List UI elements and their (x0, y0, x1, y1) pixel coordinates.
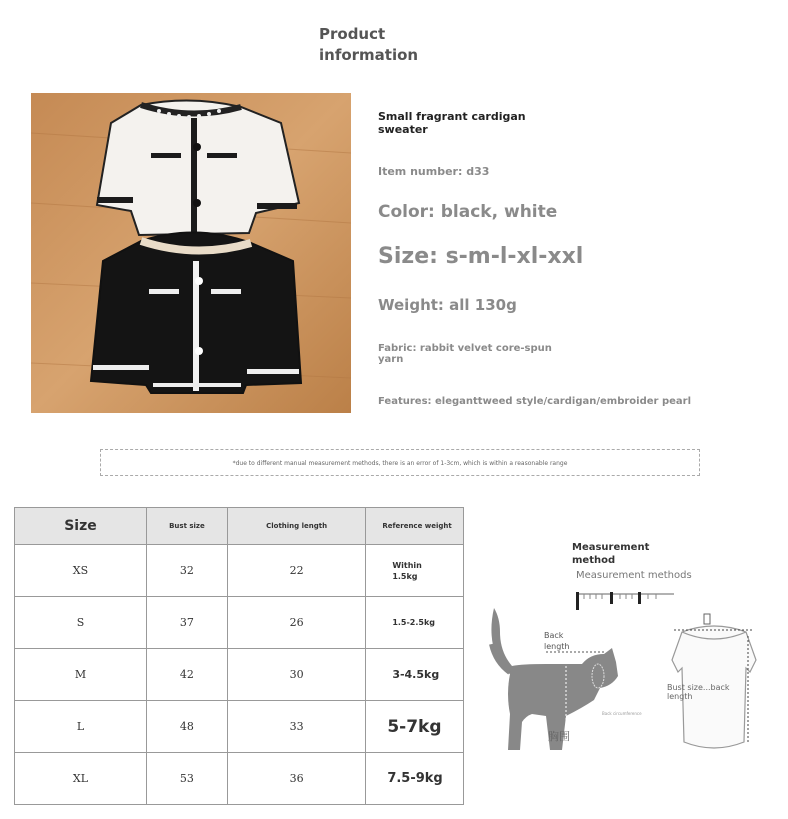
table-row (15, 753, 464, 805)
product-name: Small fragrant cardigan sweater (378, 110, 526, 136)
cell-length: 33 (227, 701, 365, 753)
features-info: Features: eleganttweed style/cardigan/embroider pearl (378, 396, 691, 407)
size-table (14, 507, 464, 805)
back-length-label: Back length (544, 631, 570, 651)
cell-size: S (15, 597, 147, 649)
back-circumference-note: Back circumference (602, 711, 642, 716)
page-title: Product information (319, 25, 419, 64)
cell-bust: 37 (146, 597, 227, 649)
weight-info: Weight: all 130g (378, 296, 517, 314)
measurement-method-label: Measurement method (572, 542, 650, 566)
cell-bust: 42 (146, 649, 227, 701)
fabric-info: Fabric: rabbit velvet core-spun yarn (378, 343, 552, 365)
cell-weight: 1.5-2.5kg (366, 597, 464, 649)
cell-length: 22 (227, 545, 365, 597)
header-weight: Reference weight (366, 508, 464, 545)
cell-length: 26 (227, 597, 365, 649)
measurement-methods-sublabel: Measurement methods (576, 570, 692, 581)
cell-bust: 53 (146, 753, 227, 805)
cell-weight: 3-4.5kg (366, 649, 464, 701)
cell-length: 36 (227, 753, 365, 805)
table-row (15, 701, 464, 753)
cell-bust: 48 (146, 701, 227, 753)
size-info: Size: s-m-l-xl-xxl (378, 244, 584, 269)
color-info: Color: black, white (378, 202, 558, 222)
table-row (15, 597, 464, 649)
product-photo (31, 93, 351, 413)
measurement-note: *due to different manual measurement methods, there is an error of 1-3cm, which is within a reasonable range (100, 449, 700, 476)
chest-label: 胸围 (548, 730, 570, 743)
bust-back-length-label: Bust size...back length (667, 683, 730, 701)
table-row (15, 649, 464, 701)
header-length: Clothing length (227, 508, 365, 545)
cell-size: XS (15, 545, 147, 597)
cell-size: XL (15, 753, 147, 805)
header-size: Size (15, 508, 147, 545)
cell-weight: Within 1.5kg (366, 545, 464, 597)
item-number: Item number: d33 (378, 165, 490, 178)
cell-weight: 7.5-9kg (366, 753, 464, 805)
cell-size: M (15, 649, 147, 701)
cell-bust: 32 (146, 545, 227, 597)
table-row (15, 545, 464, 597)
header-bust: Bust size (146, 508, 227, 545)
cell-length: 30 (227, 649, 365, 701)
cell-weight: 5-7kg (366, 701, 464, 753)
table-header-row (15, 508, 464, 545)
cell-size: L (15, 701, 147, 753)
